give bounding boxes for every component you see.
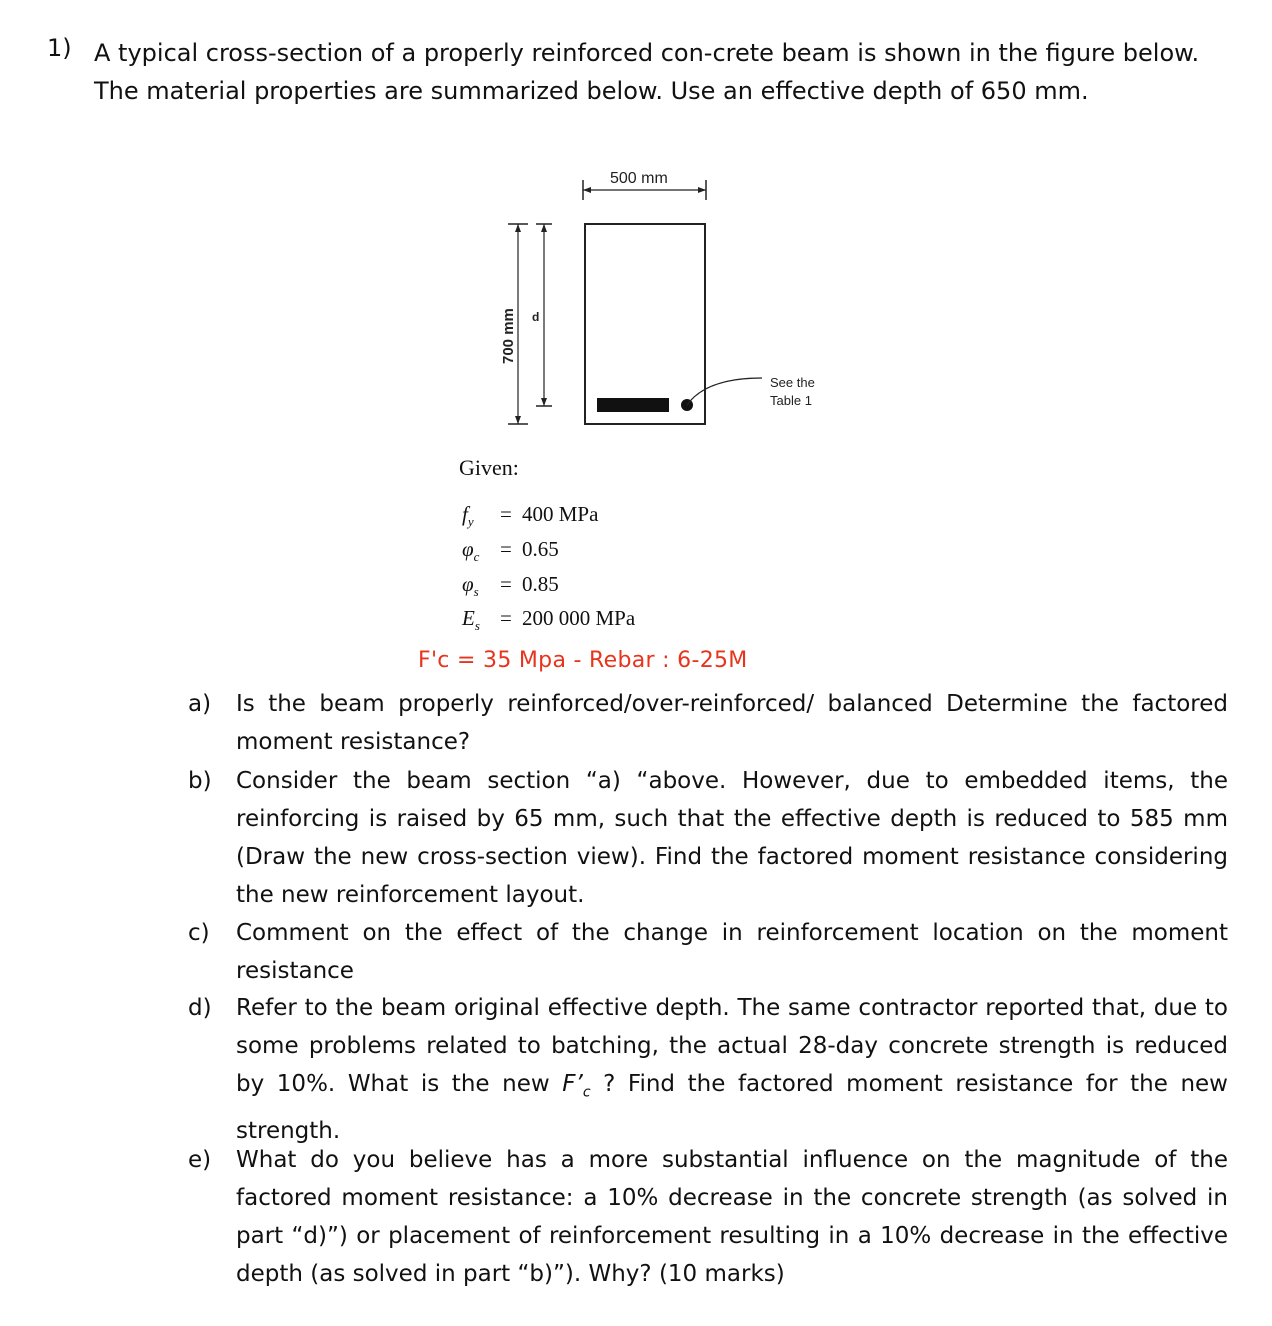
concrete-and-rebar-note: F'c = 35 Mpa - Rebar : 6-25M bbox=[418, 648, 748, 673]
part-a bbox=[188, 685, 1228, 761]
part-label: a) bbox=[188, 691, 212, 717]
question-number: 1) bbox=[47, 34, 72, 62]
part-c bbox=[188, 914, 1228, 990]
effective-depth-dimension bbox=[532, 224, 552, 406]
width-label: 500 mm bbox=[610, 170, 668, 187]
given-heading: Given: bbox=[459, 455, 519, 480]
depth-label: d bbox=[532, 310, 540, 324]
given-es: $E_s = 200$ 000 MPa bbox=[462, 606, 636, 634]
rebar-layer bbox=[597, 398, 669, 412]
beam-outline bbox=[585, 224, 705, 424]
es-value: 200 000 MPa bbox=[522, 606, 636, 630]
part-label: c) bbox=[188, 920, 210, 946]
height-label: 700 mm bbox=[500, 308, 517, 364]
part-d bbox=[188, 989, 1228, 1150]
part-text: Consider the beam section “a) “above. However, due to embedded items, the reinforcing is raised by 65 mm, such that the effective depth is reduced to 585 mm (Draw the new cross-section view). Find the factored moment resistance considering the new reinforcement layout. bbox=[236, 768, 1228, 908]
part-text: Comment on the effect of the change in reinforcement location on the moment resistance bbox=[236, 920, 1228, 984]
part-b bbox=[188, 762, 1228, 914]
phi-c-value: 0.65 bbox=[522, 537, 559, 561]
part-e bbox=[188, 1141, 1228, 1293]
height-dimension bbox=[500, 224, 528, 424]
part-label: d) bbox=[188, 995, 212, 1021]
part-text: Is the beam properly reinforced/over-reinforced/ balanced Determine the factored moment resistance? bbox=[236, 691, 1228, 755]
callout-line2: Table 1 bbox=[770, 393, 812, 408]
part-text: Refer to the beam original effective depth. The same contractor reported that, due to some problems related to batching, the actual 28-day concrete strength is reduced by 10%. What is the new $F’_c$ ? Find the factored moment resistance for the new strength. bbox=[236, 995, 1228, 1144]
given-fy: $f_y = 400$ MPa bbox=[462, 502, 599, 530]
part-label: b) bbox=[188, 768, 212, 794]
question-intro: A typical cross-section of a properly reinforced con-crete beam is shown in the figure below. The material properties are summarized below. Use an effective depth of 650 mm. bbox=[94, 39, 1200, 105]
phi-s-value: 0.85 bbox=[522, 572, 559, 596]
beam-cross-section-figure bbox=[470, 158, 850, 438]
callout-line1: See the bbox=[770, 375, 815, 390]
part-label: e) bbox=[188, 1147, 212, 1173]
part-text: What do you believe has a more substantial influence on the magnitude of the factored moment resistance: a 10% decrease in the concrete strength (as solved in part “d)”) or placement of reinforcement resulting in a 10% decrease in the effective depth (as solved in part “b)”). Why? (10 marks) bbox=[236, 1147, 1228, 1287]
fy-value: 400 MPa bbox=[522, 502, 599, 526]
given-phi-s: $\varphi_s = 0.85$ bbox=[462, 572, 559, 600]
fc-symbol: $F’_c$ bbox=[562, 1071, 591, 1101]
width-dimension bbox=[583, 170, 706, 200]
given-phi-c: $\varphi_c = 0.65$ bbox=[462, 537, 559, 565]
